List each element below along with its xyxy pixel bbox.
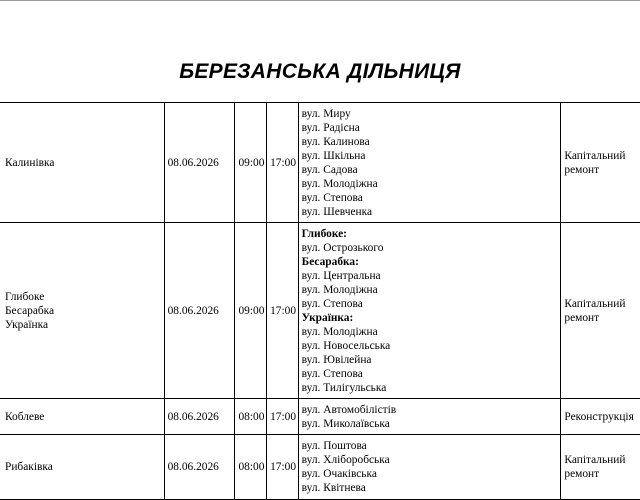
end-time-cell: 17:00 <box>267 223 299 399</box>
date-cell: 08.06.2026 <box>164 399 235 435</box>
settlement-name: Українка <box>5 318 49 331</box>
village-heading: Українка: <box>301 311 354 324</box>
street-item: вул. Тилігульська <box>301 381 387 394</box>
settlement-name: Рибаківка <box>5 461 53 473</box>
street-item: вул. Ювілейна <box>301 353 372 366</box>
street-item: вул. Молодіжна <box>301 283 378 296</box>
street-item: вул. Миколаївська <box>301 417 390 430</box>
end-time-cell: 17:00 <box>267 399 299 435</box>
table-row <box>0 435 640 500</box>
street-item: вул. Поштова <box>301 440 367 452</box>
start-time-cell: 09:00 <box>235 223 267 399</box>
end-time-cell: 17:00 <box>267 435 299 500</box>
settlement-cell <box>0 399 164 435</box>
outage-schedule-table <box>0 102 640 500</box>
settlement-cell <box>0 223 164 399</box>
page-title: БЕРЕЗАНСЬКА ДІЛЬНИЦЯ <box>179 60 461 83</box>
street-item: вул. Радісна <box>301 121 360 134</box>
street-item: вул. Хліборобська <box>301 454 390 466</box>
settlement-name: Бесарабка <box>5 304 55 317</box>
work-type-cell: Капітальний ремонт <box>561 223 640 399</box>
end-time-cell: 17:00 <box>267 103 299 223</box>
street-item: вул. Центральна <box>301 269 381 282</box>
settlement-name: Калинівка <box>5 156 55 169</box>
street-item: вул. Степова <box>301 191 363 204</box>
street-item: вул. Острозького <box>301 241 384 254</box>
work-type-cell: Реконструкція <box>561 399 640 435</box>
settlement-cell <box>0 103 164 223</box>
top-divider <box>0 0 640 1</box>
street-item: вул. Очаківська <box>301 468 377 480</box>
street-item: вул. Новосельська <box>301 339 391 352</box>
streets-cell <box>298 435 561 500</box>
streets-cell <box>298 223 561 399</box>
work-type-cell: Капітальний ремонт <box>561 435 640 500</box>
street-item: вул. Молодіжна <box>301 177 378 190</box>
street-item: вул. Автомобілістів <box>301 403 397 416</box>
start-time-cell: 08:00 <box>235 399 267 435</box>
date-cell: 08.06.2026 <box>164 435 235 500</box>
settlement-name: Глибоке <box>5 290 45 303</box>
street-item: вул. Степова <box>301 297 363 310</box>
start-time-cell: 09:00 <box>235 103 267 223</box>
village-heading: Бесарабка: <box>301 255 359 268</box>
street-item: вул. Калинова <box>301 135 370 148</box>
street-item: вул. Квітнева <box>301 482 366 494</box>
street-item: вул. Садова <box>301 163 358 176</box>
work-type-cell: Капітальний ремонт <box>561 103 640 223</box>
street-item: вул. Степова <box>301 367 363 380</box>
street-item: вул. Шкільна <box>301 149 366 162</box>
date-cell: 08.06.2026 <box>164 103 235 223</box>
date-cell: 08.06.2026 <box>164 223 235 399</box>
streets-cell <box>298 399 561 435</box>
streets-cell <box>298 103 561 223</box>
street-item: вул. Миру <box>301 107 351 120</box>
village-heading: Глибоке: <box>301 227 347 240</box>
settlement-cell <box>0 435 164 500</box>
settlement-name: Коблеве <box>5 410 45 423</box>
table-row <box>0 223 640 399</box>
table-row <box>0 399 640 435</box>
street-item: вул. Молодіжна <box>301 325 378 338</box>
start-time-cell: 08:00 <box>235 435 267 500</box>
table-row <box>0 103 640 223</box>
street-item: вул. Шевченка <box>301 205 373 218</box>
